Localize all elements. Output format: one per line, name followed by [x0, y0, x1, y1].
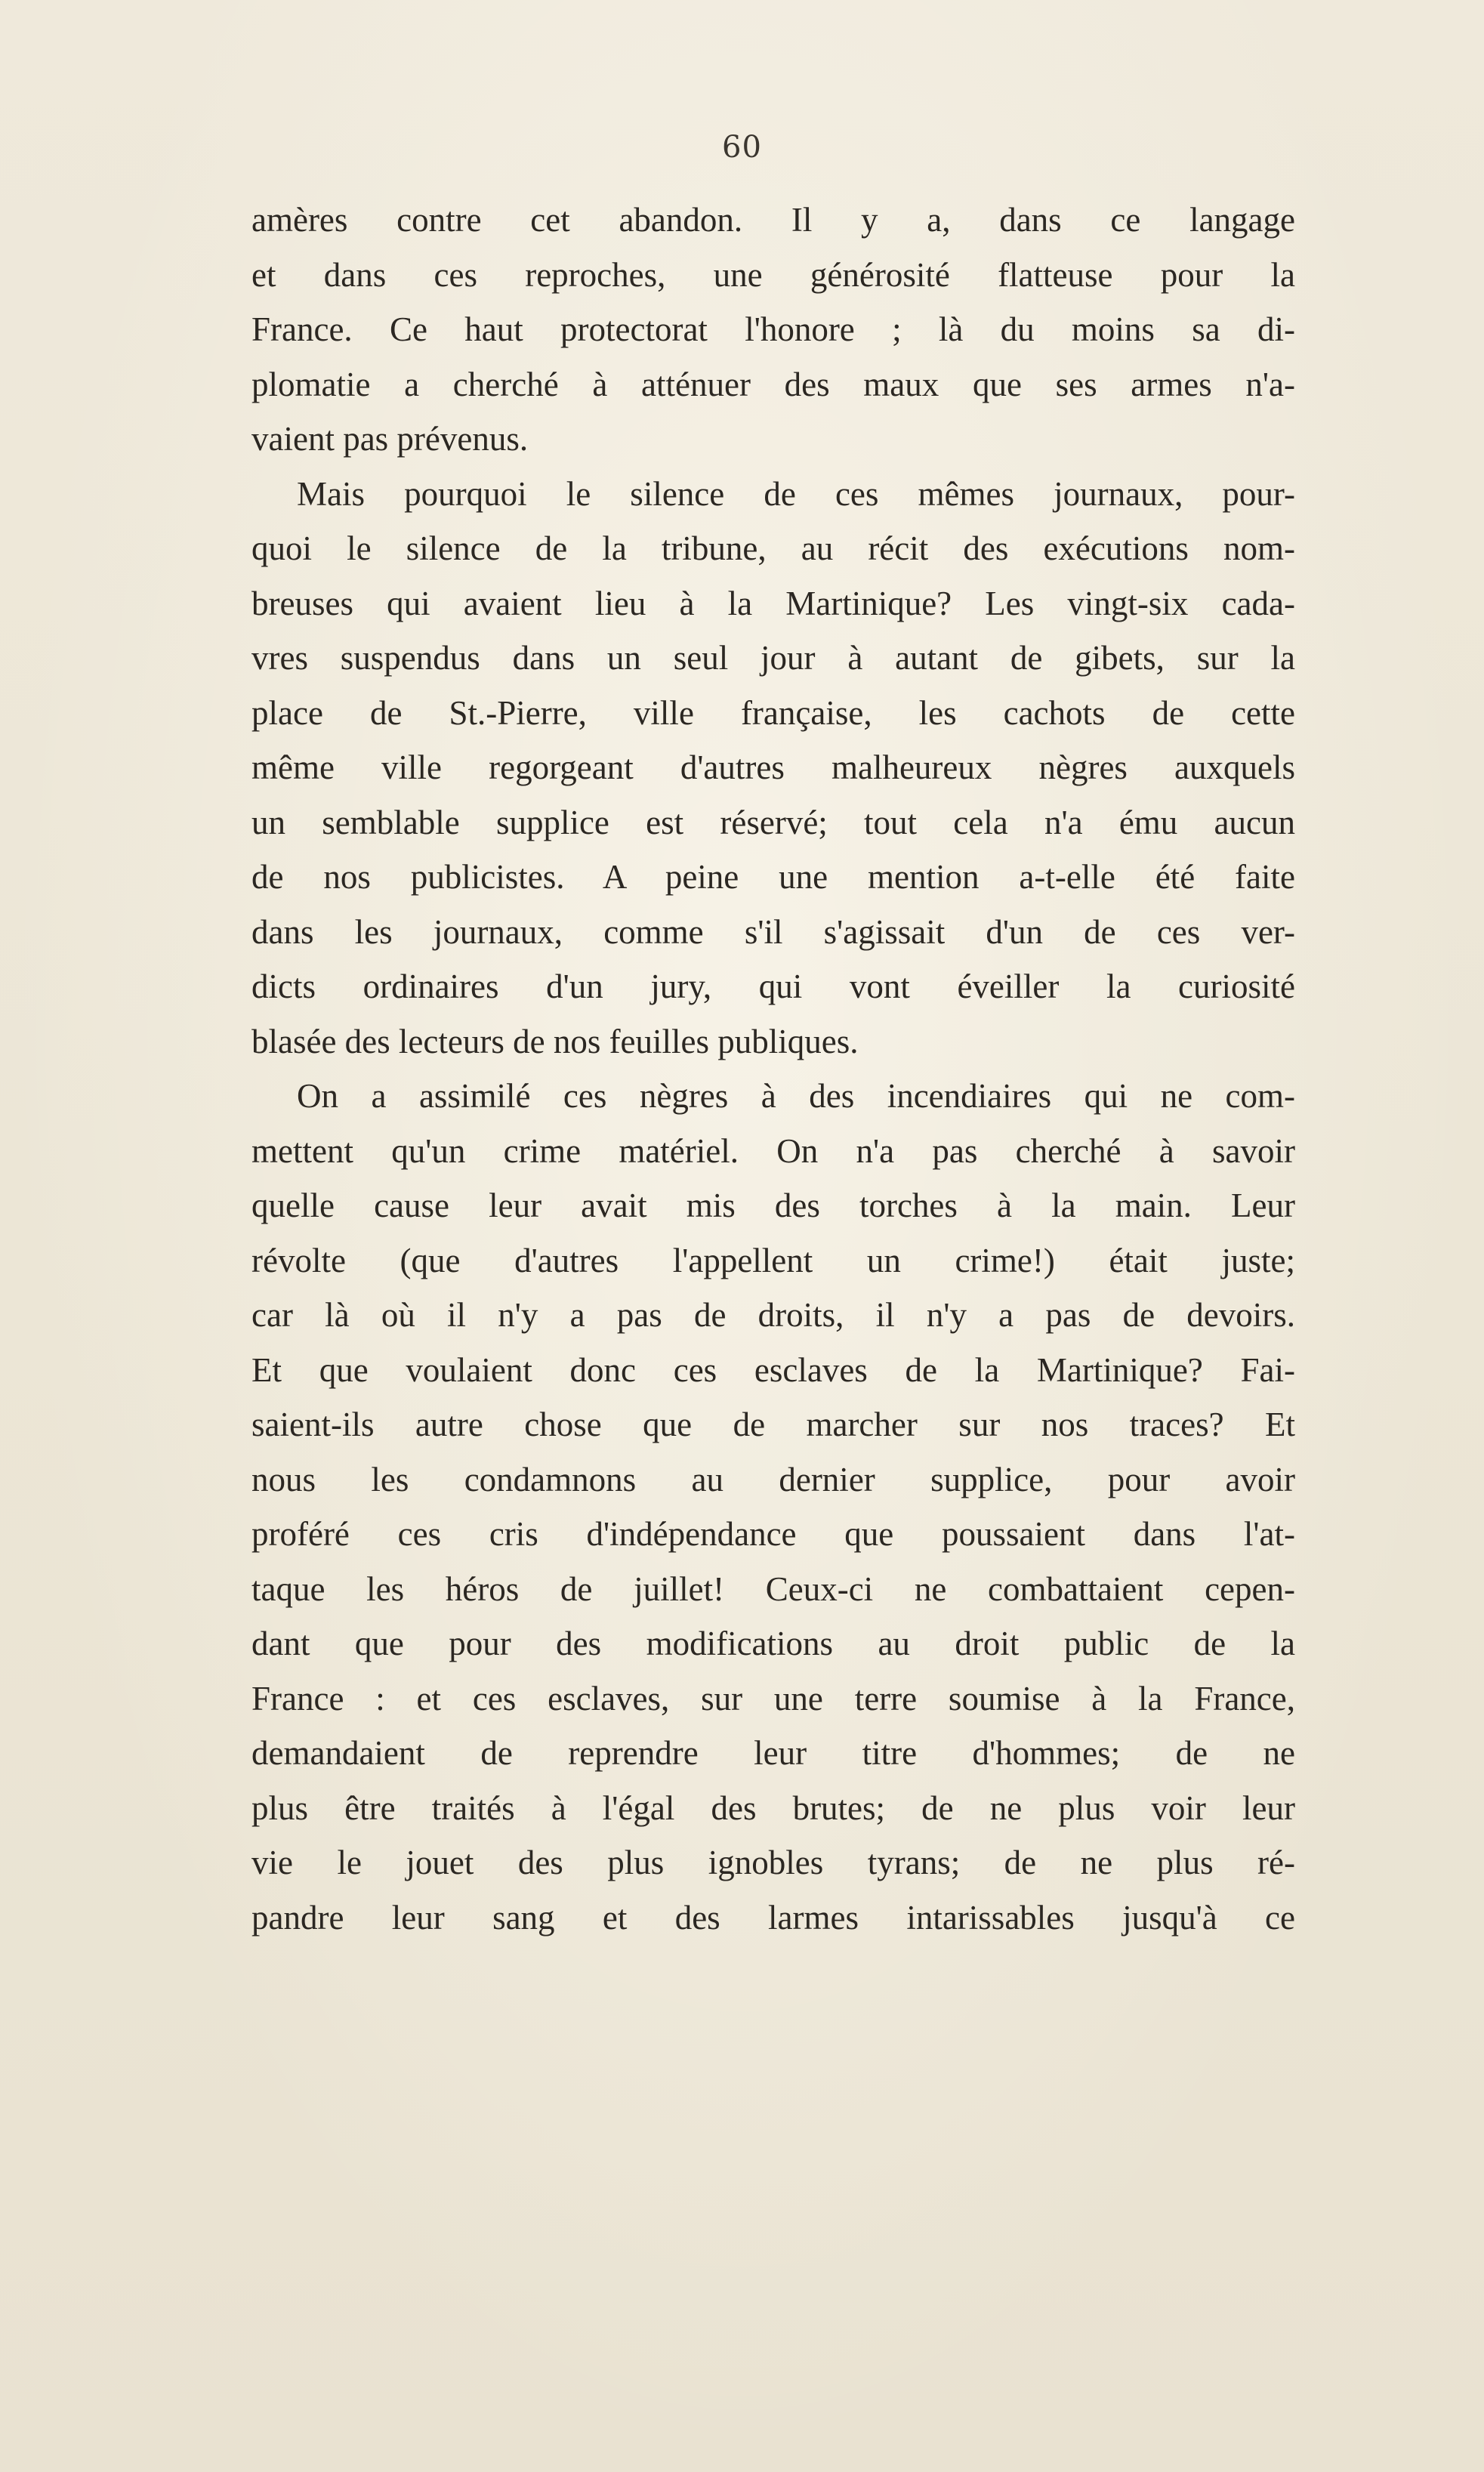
body-text [251, 193, 1295, 1945]
page-number: 60 [722, 130, 762, 165]
text-line: de nos publicistes. A peine une mention a-t-elle été faite [251, 858, 1295, 896]
text-line: vaient pas prévenus. [251, 420, 529, 458]
text-line: On a assimilé ces nègres à des incendiaires qui ne com- [297, 1077, 1295, 1115]
text-line: et dans ces reproches, une générosité flatteuse pour la [251, 255, 1295, 294]
text-line: révolte (que d'autres l'appellent un crime!) était juste; [251, 1241, 1295, 1279]
text-line: Mais pourquoi le silence de ces mêmes journaux, pour- [297, 474, 1295, 513]
text-line: proféré ces cris d'indépendance que poussaient dans l'at- [251, 1515, 1295, 1553]
text-line: amères contre cet abandon. Il y a, dans ce langage [251, 201, 1295, 239]
text-line: dans les journaux, comme s'il s'agissait d'un de ces ver- [251, 912, 1295, 951]
text-line: blasée des lecteurs de nos feuilles publiques. [251, 1022, 859, 1060]
text-line: car là où il n'y a pas de droits, il n'y a pas de devoirs. [251, 1296, 1295, 1334]
text-line: place de St.-Pierre, ville française, les cachots de cette [251, 693, 1295, 732]
text-line: dant que pour des modifications au droit public de la [251, 1625, 1295, 1662]
text-line: pandre leur sang et des larmes intarissables jusqu'à ce [251, 1898, 1295, 1937]
paragraph-3 [251, 1069, 1295, 1945]
text-line: vie le jouet des plus ignobles tyrans; de ne plus ré- [251, 1844, 1295, 1881]
text-line: Et que voulaient donc ces esclaves de la Martinique? Fai- [251, 1350, 1295, 1389]
text-line: demandaient de reprendre leur titre d'hommes; de ne [251, 1734, 1295, 1772]
text-line: nous les condamnons au dernier supplice, pour avoir [251, 1460, 1295, 1498]
paragraph-1 [251, 193, 1295, 467]
paragraph-2 [251, 467, 1295, 1069]
text-line: un semblable supplice est réservé; tout cela n'a ému aucun [251, 803, 1295, 841]
text-line: quoi le silence de la tribune, au récit des exécutions nom- [251, 529, 1295, 567]
text-line: vres suspendus dans un seul jour à autant de gibets, sur la [251, 639, 1295, 677]
text-line: mettent qu'un crime matériel. On n'a pas cherché à savoir [251, 1131, 1295, 1170]
text-line: taque les héros de juillet! Ceux-ci ne combattaient cepen- [251, 1569, 1295, 1608]
text-line: plus être traités à l'égal des brutes; de ne plus voir leur [251, 1788, 1295, 1827]
text-line: breuses qui avaient lieu à la Martinique? Les vingt-six cada- [251, 584, 1295, 622]
text-line: saient-ils autre chose que de marcher sur nos traces? Et [251, 1406, 1295, 1443]
text-line: dicts ordinaires d'un jury, qui vont éveiller la curiosité [251, 968, 1295, 1005]
text-line: même ville regorgeant d'autres malheureux nègres auxquels [251, 748, 1295, 786]
text-line: quelle cause leur avait mis des torches à la main. Leur [251, 1187, 1295, 1224]
text-line: France. Ce haut protectorat l'honore ; là du moins sa di- [251, 310, 1295, 348]
text-line: plomatie a cherché à atténuer des maux que ses armes n'a- [251, 365, 1295, 403]
text-line: France : et ces esclaves, sur une terre soumise à la France, [251, 1679, 1295, 1717]
